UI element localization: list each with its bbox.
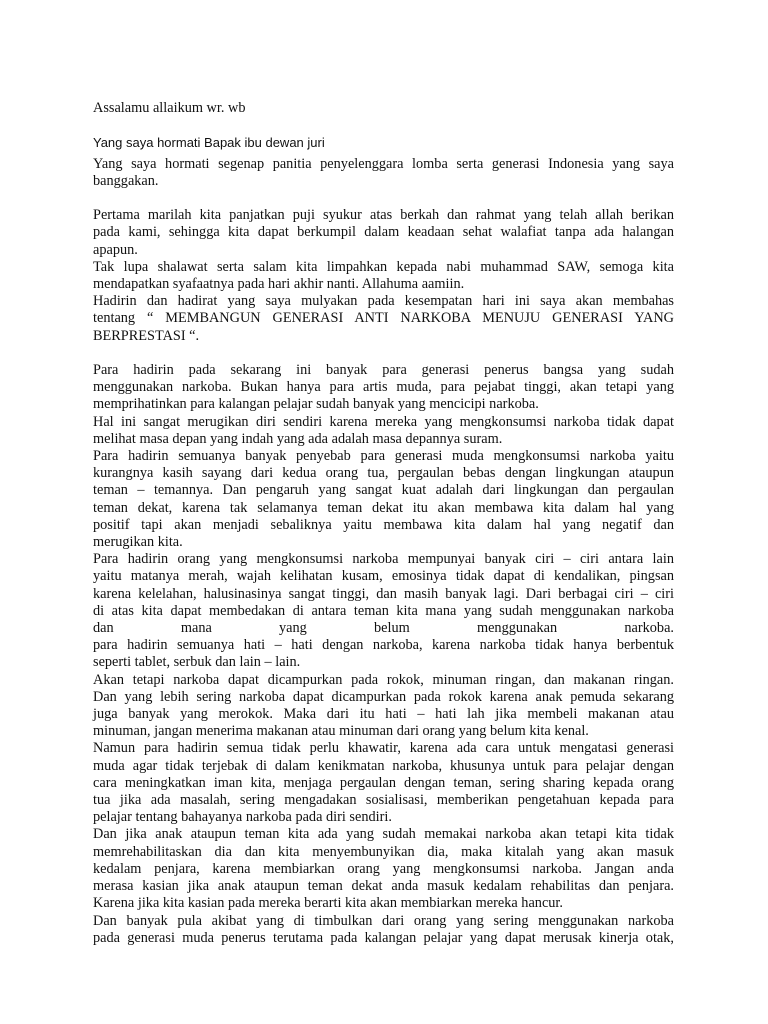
text-line: Karena jika kita kasian pada mereka berarti kita akan membiarkan mereka hancur. [93,895,563,912]
text-line: Para hadirin pada sekarang ini banyak para generasi penerus bangsa yang sudah [93,362,674,378]
text-line: juga banyak yang merokok. Maka dari itu hati – hati lah jika membeli makanan atau [93,706,674,723]
text-line: karena kelelahan, halusinasinya sangat tinggi, dan masih banyak lagi. Dari berbagai ciri – ciri [93,585,674,602]
text-line: Para hadirin orang yang mengkonsumsi narkoba mempunyai banyak ciri – ciri antara lain [93,551,674,568]
text-line: menggunakan narkoba. Bukan hanya para artis muda, para pejabat tinggi, akan tetapi yang [93,379,674,396]
text-line: yaitu matanya merah, wajah kelihatan kusam, emosinya tidak dapat di kendalikan, pingsan [93,568,674,585]
text-line: memrehabilitaskan dia dan kita menyembunyikan dia, maka kitalah yang akan masuk [93,843,674,860]
greeting-line: Yang saya hormati Bapak ibu dewan juri [93,135,325,151]
text-line: teman dekat, karena tak selamanya teman dekat itu akan membawa kita dalam hal yang [93,499,674,516]
text-line: Dan yang lebih sering narkoba dapat dicampurkan pada rokok karena anak pemuda sekarang [93,688,674,705]
text-line: muda agar tidak terjebak di dalam kenikmatan narkoba, khusunya untuk para pelajar dengan [93,757,674,774]
text-line: positif tapi akan menjadi sebaliknya yaitu membawa kita dalam hal yang negatif dan [93,516,674,533]
text-line: pada generasi muda penerus terutama pada kalangan pelajar yang dapat merusak kinerja otak, [93,929,674,946]
text-line: Dan jika anak ataupun teman kita ada yang sudah memakai narkoba akan tetapi kita tidak [93,826,674,843]
text-line: Akan tetapi narkoba dapat dicampurkan pada rokok, minuman ringan, dan makanan ringan. [93,671,674,688]
text-line: Assalamu allaikum wr. wb [93,100,246,116]
text-line: tua jika ada masalah, sering mengadakan sosialisasi, memberikan pengetahuan kepada para [93,792,674,809]
text-line: Dan banyak pula akibat yang di timbulkan dari orang yang sering menggunakan narkoba [93,912,674,929]
text-line: pada kami, sehingga kita dapat berkumpil dalam keadaan sehat walafiat tanpa ada halangan [93,224,674,241]
text-line: kedalam penjara, karena membiarkan orang yang mengkonsumsi narkoba. Jangan anda [93,860,674,877]
text-line: mendapatkan syafaatnya pada hari akhir nanti. Allahuma aamiin. [93,276,465,292]
document-page [93,100,674,947]
text-line: Hal ini sangat merugikan diri sendiri karena mereka yang mengkonsumsi narkoba tidak dapat [93,413,674,430]
text-line: apapun. [93,241,138,258]
blank-line [93,345,674,362]
text-line: BERPRESTASI “. [93,327,200,344]
text-line: merasa kasian jika anak ataupun teman dekat anda masuk kedalam rehabilitas dan penjara. [93,878,674,895]
text-line: Tak lupa shalawat serta salam kita limpahkan kepada nabi muhammad SAW, semoga kita [93,258,674,275]
text-line: para hadirin semuanya hati – hati dengan narkoba, karena narkoba tidak hanya berbentuk [93,637,674,654]
text-line: teman – temannya. Dan pengaruh yang sangat kuat adalah dari lingkungan dan pergaulan [93,482,674,499]
text-line: pelajar tentang bahayanya narkoba pada diri sendiri. [93,809,392,826]
text-line: tentang “ MEMBANGUN GENERASI ANTI NARKOBA MENUJU GENERASI YANG [93,310,674,327]
text-line: minuman, jangan menerima makanan atau minuman dari orang yang belum kita kenal. [93,723,589,740]
text-line: Pertama marilah kita panjatkan puji syukur atas berkah dan rahmat yang telah allah berikan [93,207,674,224]
text-line: Hadirin dan hadirat yang saya mulyakan pada kesempatan hari ini saya akan membahas [93,293,674,310]
blank-line [93,117,674,134]
text-line: seperti tablet, serbuk dan lain – lain. [93,654,301,671]
text-line: memprihatinkan para kalangan pelajar sudah banyak yang mencicipi narkoba. [93,396,539,413]
text-line: cara meningkatkan iman kita, menjaga pergaulan dengan teman, sering sharing kepada orang [93,774,674,791]
text-line: Yang saya hormati segenap panitia penyelenggara lomba serta generasi Indonesia yang saya [93,155,674,172]
blank-line [93,190,674,207]
text-line: Namun para hadirin semua tidak perlu khawatir, karena ada cara untuk mengatasi generasi [93,740,674,757]
text-line: banggakan. [93,172,159,189]
text-line: merugikan kita. [93,534,183,551]
text-line: Para hadirin semuanya banyak penyebab para generasi muda mengkonsumsi narkoba yaitu [93,448,674,465]
text-line: melihat masa depan yang indah yang ada adalah masa depannya suram. [93,430,503,447]
text-line: di atas kita dapat membedakan di antara teman kita mana yang sudah menggunakan narkoba [93,602,674,619]
text-line: kurangnya kasih sayang dari kedua orang tua, pergaulan bebas dengan lingkungan ataupun [93,465,674,482]
text-line: dan mana yang belum menggunakan narkoba. [93,620,674,637]
